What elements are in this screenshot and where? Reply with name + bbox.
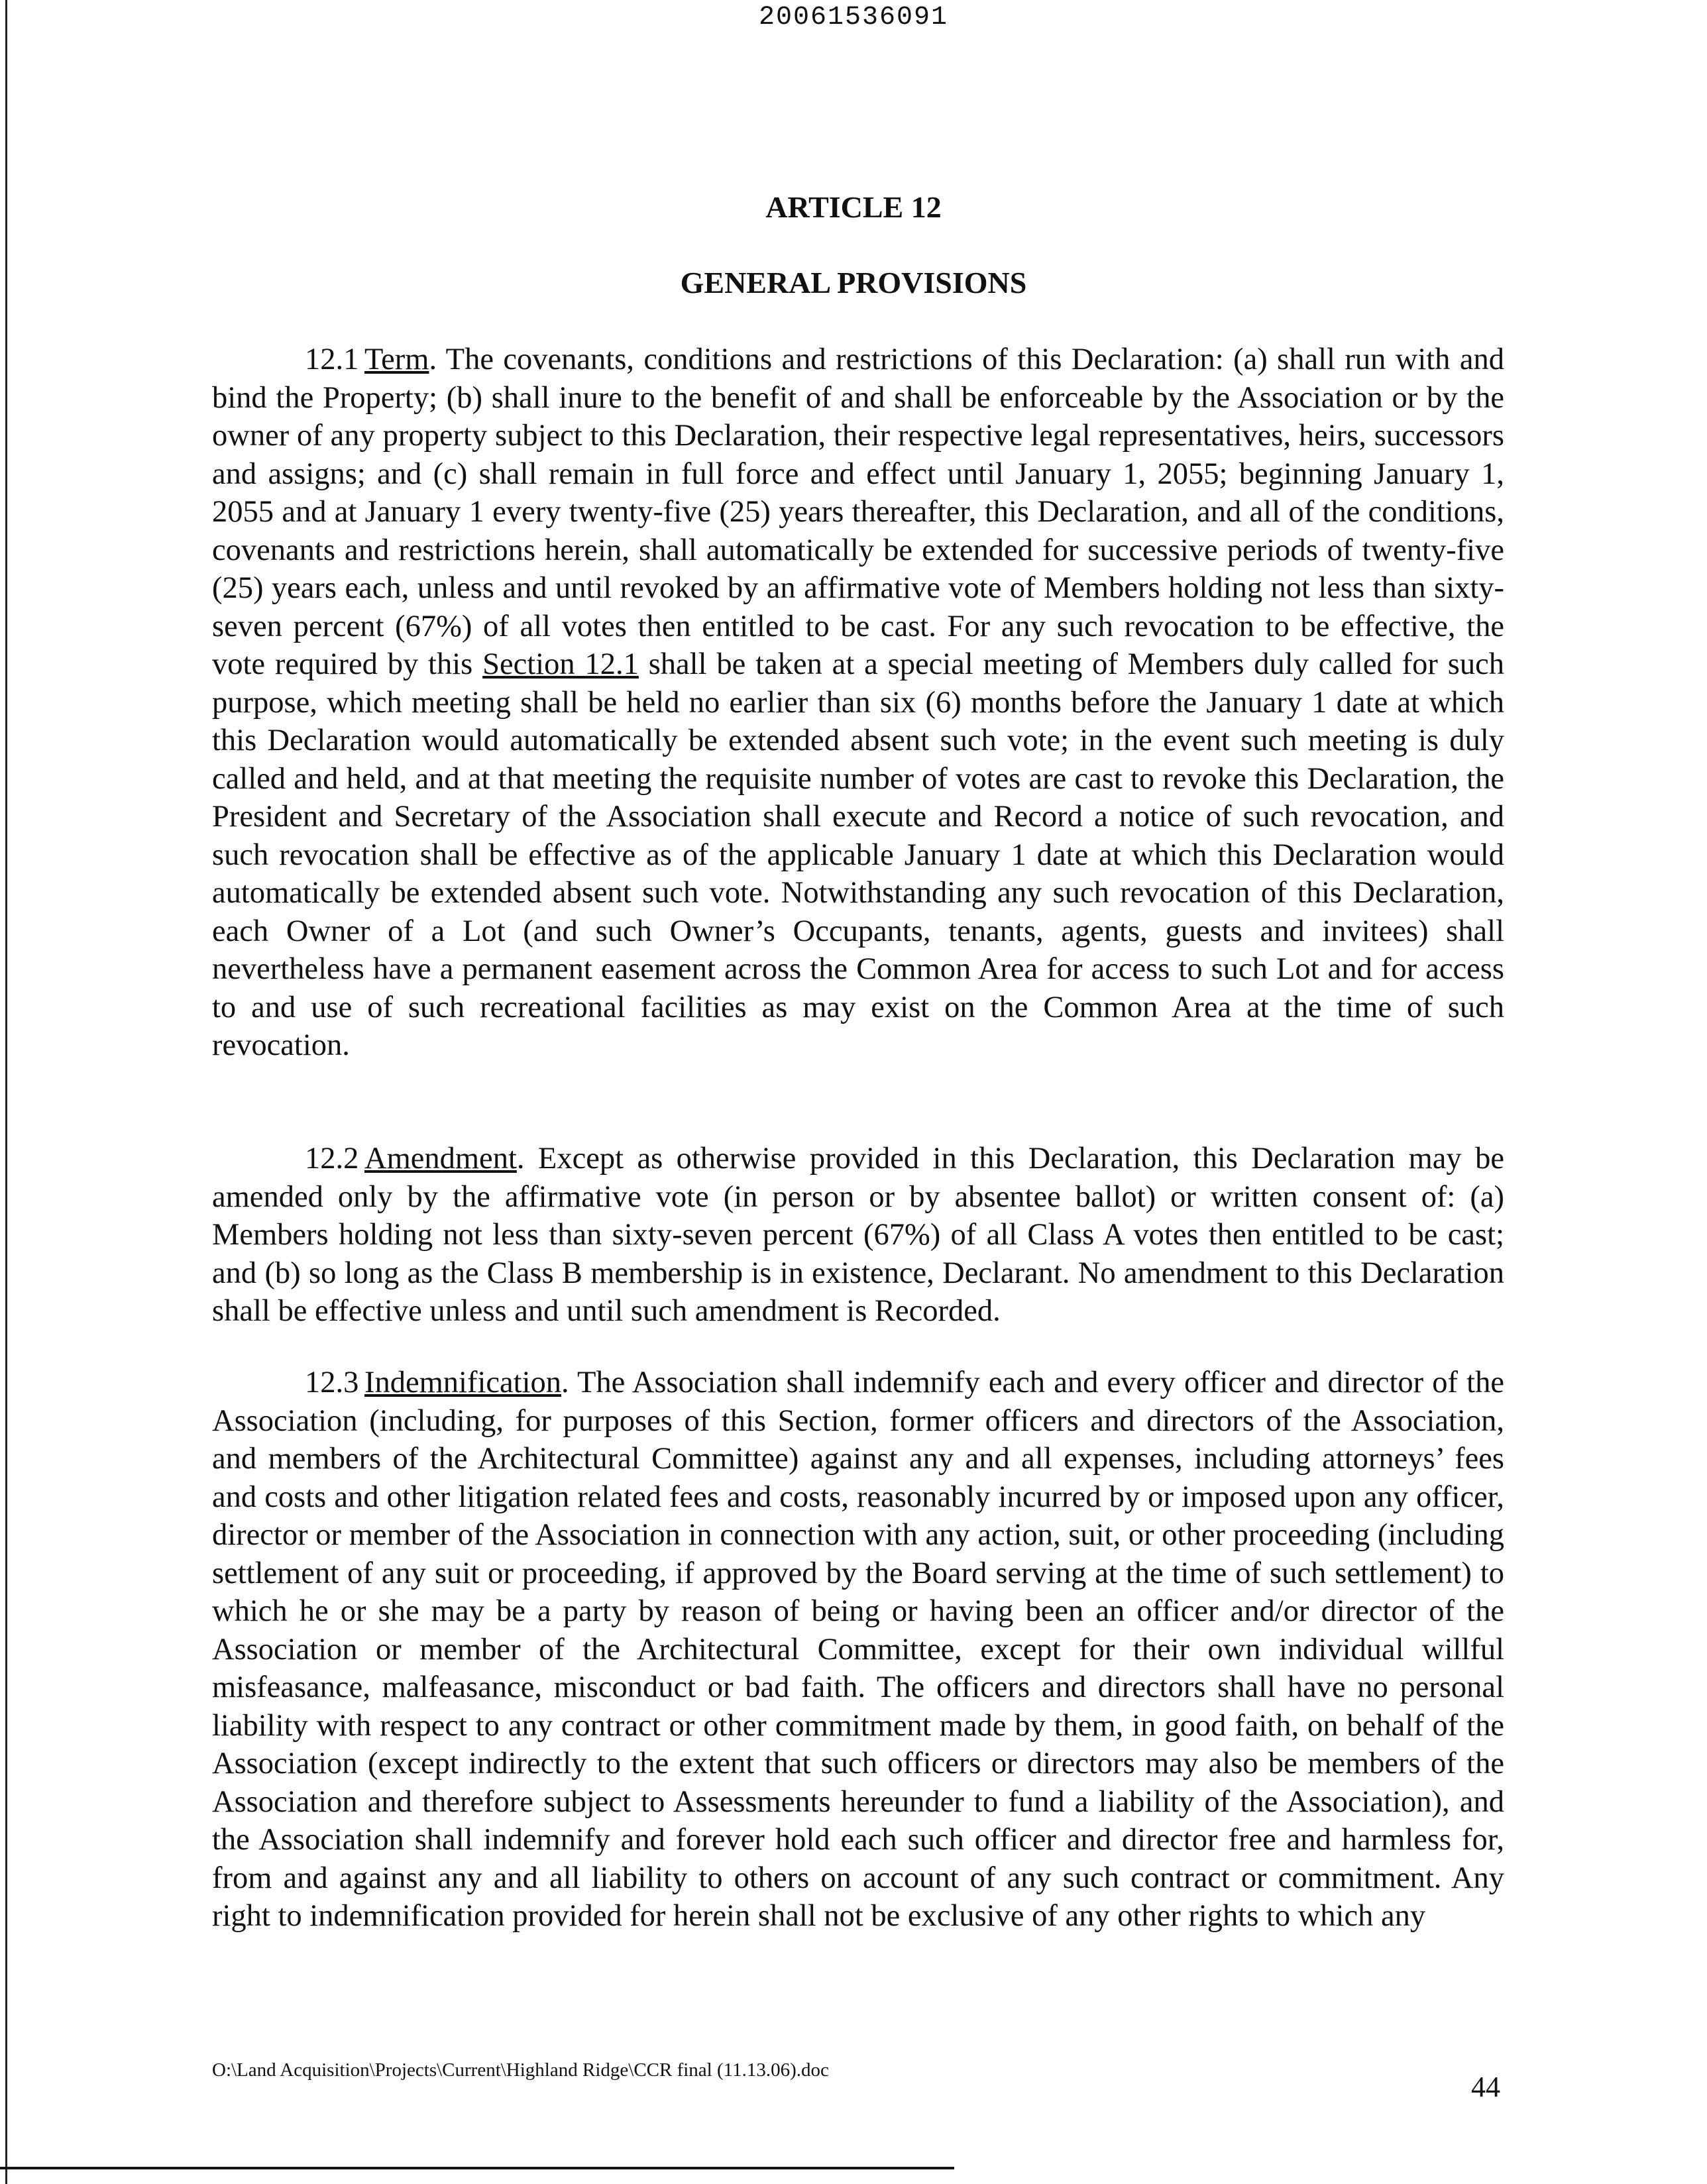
article-heading: GENERAL PROVISIONS <box>680 266 1027 300</box>
scan-left-edge <box>5 0 7 2184</box>
section-title: Indemnification <box>364 1366 561 1399</box>
section-text: shall be taken at a special meeting of Members duly called for such purpose, which meeting shall be held no earlier than six (6) months before the January 1 date at which this Declaration would automatically be extended absent such vote; in the event such meeting is duly called and held, and at that meeting the requisite number of votes are cast to revoke this Declaration, the President and Secretary of the Association shall execute and Record a notice of such revocation, and such revocation shall be effective as of the applicable January 1 date at which this Declaration would automatically be extended absent such vote. Notwithstanding any such revocation of this Declaration, each Owner of a Lot (and such Owner’s Occupants, tenants, agents, guests and invitees) shall nevertheless have a permanent easement across the Common Area for access to such Lot and for access to and use of such recreational facilities as may exist on the Common Area at the time of such revocation. <box>212 647 1504 1062</box>
section-number: 12.1 <box>305 343 359 376</box>
section-title: Amendment <box>364 1142 517 1175</box>
article-title: ARTICLE 12 <box>765 190 942 224</box>
page-number: 44 <box>1471 2071 1500 2103</box>
section-12-3-paragraph <box>212 1364 1504 1936</box>
document-number: 20061536091 <box>758 3 949 32</box>
section-text: . The covenants, conditions and restrictions of this Declaration: (a) shall run with and bind the Property; (b) shall inure to the benefit of and shall be enforceable by the Association or by the owner of any property subject to this Declaration, their respective legal representatives, heirs, successors and assigns; and (c) shall remain in full force and effect until January 1, 2055; beginning January 1, 2055 and at January 1 every twenty-five (25) years thereafter, this Declaration, and all of the conditions, covenants and restrictions herein, shall automatically be extended for successive periods of twenty-five (25) years each, unless and until revoked by an affirmative vote of Members holding not less than sixty-seven percent (67%) of all votes then entitled to be cast. For any such revocation to be effective, the vote required by this <box>212 343 1504 681</box>
section-12-1-paragraph <box>212 341 1504 1065</box>
footer-file-path: O:\Land Acquisition\Projects\Current\Highland Ridge\CCR final (11.13.06).doc <box>212 2059 829 2081</box>
section-number: 12.2 <box>305 1142 359 1175</box>
scan-bottom-rule <box>0 2167 954 2169</box>
section-12-2-paragraph <box>212 1140 1504 1331</box>
section-number: 12.3 <box>305 1366 359 1399</box>
section-title: Term <box>364 343 429 376</box>
section-text: . The Association shall indemnify each and every officer and director of the Association (including, for purposes of this Section, former officers and directors of the Association, and members of the Architectural Committee) against any and all expenses, including attorneys’ fees and costs and other litigation related fees and costs, reasonably incurred by or imposed upon any officer, director or member of the Association in connection with any action, suit, or other proceeding (including settlement of any suit or proceeding, if approved by the Board serving at the time of such settlement) to which he or she may be a party by reason of being or having been an officer and/or director of the Association or member of the Architectural Committee, except for their own individual willful misfeasance, malfeasance, misconduct or bad faith. The officers and directors shall have no personal liability with respect to any contract or other commitment made by them, in good faith, on behalf of the Association (except indirectly to the extent that such officers or directors may also be members of the Association and therefore subject to Assessments hereunder to fund a liability of the Association), and the Association shall indemnify and forever hold each such officer and director free and harmless for, from and against any and all liability to others on account of any such contract or commitment. Any right to indemnification provided for herein shall not be exclusive of any other rights to which any <box>212 1366 1504 1933</box>
section-cross-reference: Section 12.1 <box>482 647 639 681</box>
section-text: . Except as otherwise provided in this Declaration, this Declaration may be amended only by the affirmative vote (in person or by absentee ballot) or written consent of: (a) Members holding not less than sixty-seven percent (67%) of all Class A votes then entitled to be cast; and (b) so long as the Class B membership is in existence, Declarant. No amendment to this Declaration shall be effective unless and until such amendment is Recorded. <box>212 1142 1504 1328</box>
